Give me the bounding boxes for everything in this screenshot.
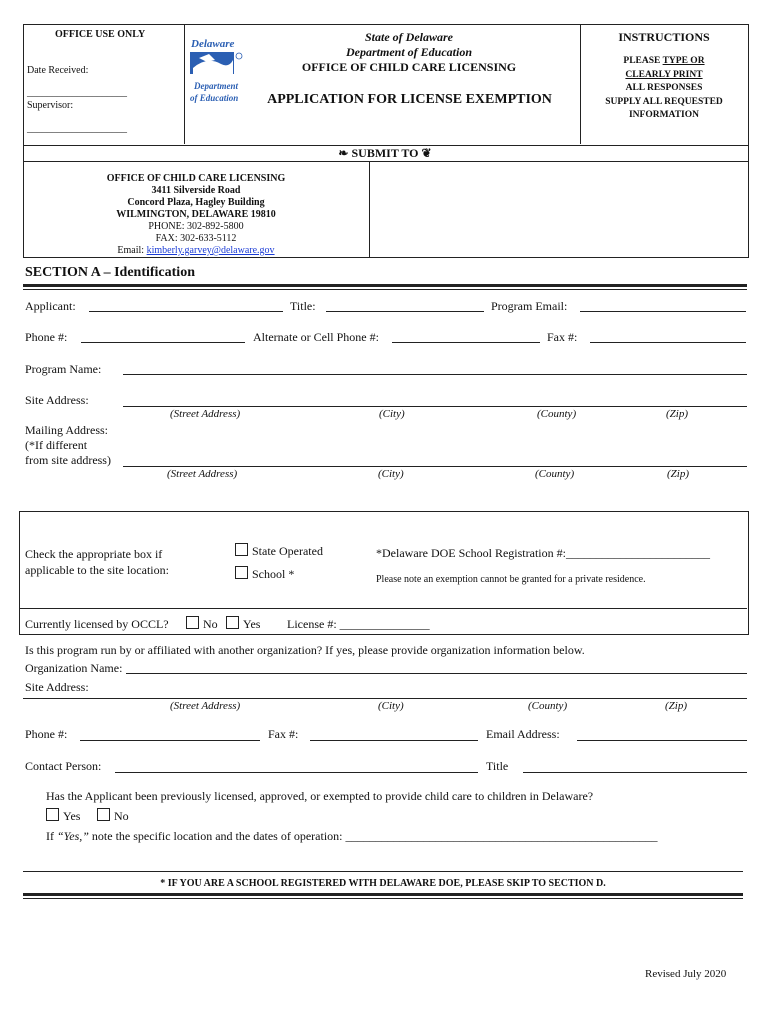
addr-line-2: 3411 Silverside Road — [151, 185, 241, 196]
org-email-label: Email Address: — [486, 727, 560, 741]
state-of-delaware: State of Delaware — [365, 30, 453, 44]
org-question: Is this program run by or affiliated with another organization? If yes, please provide organization information below. — [25, 643, 585, 657]
logo-text-delaware: Delaware — [191, 38, 235, 50]
site-street-caption: (Street Address) — [170, 408, 241, 420]
submit-divider — [369, 161, 370, 257]
date-received-line[interactable]: ____________________ — [27, 87, 127, 98]
skip-to-section-d-note: * IF YOU ARE A SCHOOL REGISTERED WITH DELAWARE DOE, PLEASE SKIP TO SECTION D. — [160, 878, 606, 889]
email-link[interactable]: kimberly.garvey@delaware.gov — [146, 245, 275, 256]
instr-clearly-print: CLEARLY PRINT — [625, 69, 703, 80]
instr-information: INFORMATION — [628, 110, 700, 120]
org-site-address-label: Site Address: — [25, 680, 89, 694]
licensed-question: Currently licensed by OCCL? — [25, 617, 169, 631]
instr-please: PLEASE — [623, 56, 663, 66]
instructions-title: INSTRUCTIONS — [618, 30, 710, 44]
email-label: Email: — [117, 245, 147, 256]
org-fax-field[interactable] — [310, 740, 478, 741]
school-checkbox[interactable] — [235, 566, 248, 579]
contact-person-label: Contact Person: — [25, 759, 102, 773]
prior-yes-label: Yes — [63, 809, 81, 823]
licensed-yes-option[interactable] — [226, 616, 260, 632]
licensed-no-checkbox[interactable] — [186, 616, 199, 629]
org-street-caption: (Street Address) — [170, 700, 241, 712]
instructions-text — [581, 55, 747, 123]
program-email-label: Program Email: — [491, 299, 568, 313]
office-use-only: OFFICE USE ONLY — [55, 29, 146, 40]
licensed-yes-checkbox[interactable] — [226, 616, 239, 629]
mailing-label-1: Mailing Address: — [25, 423, 108, 437]
org-site-address-field[interactable] — [23, 698, 747, 699]
alt-phone-field[interactable] — [392, 342, 540, 343]
application-title: APPLICATION FOR LICENSE EXEMPTION — [267, 92, 552, 107]
addr-line-1: OFFICE OF CHILD CARE LICENSING — [106, 173, 286, 184]
licensed-yes-label: Yes — [243, 617, 261, 631]
scroll-right-icon: ❦ — [421, 146, 432, 160]
school-option[interactable] — [235, 566, 294, 582]
site-county-caption: (County) — [537, 408, 577, 420]
department-of-education: Department of Education — [345, 45, 472, 59]
prior-yes-checkbox[interactable] — [46, 808, 59, 821]
if-yes-quote: “Yes,” — [57, 829, 89, 843]
mailing-label-2: (*If different — [25, 438, 88, 452]
doe-registration-field[interactable]: *Delaware DOE School Registration #:________________________ — [376, 546, 710, 560]
revised-date: Revised July 2020 — [645, 968, 727, 980]
org-phone-field[interactable] — [80, 740, 260, 741]
section-a-rule-thick — [23, 284, 747, 287]
state-operated-label: State Operated — [252, 544, 323, 558]
phone-label: Phone #: — [25, 330, 68, 344]
submit-address — [23, 173, 369, 257]
scroll-left-icon: ❧ — [338, 146, 349, 160]
prompt-line-1: Check the appropriate box if — [25, 547, 163, 561]
skip-note-rule-bottom-thin — [23, 898, 743, 899]
contact-title-label: Title — [486, 759, 509, 773]
logo-text-of-education: of Education — [190, 93, 239, 103]
site-address-label: Site Address: — [25, 393, 89, 407]
mail-zip-caption: (Zip) — [667, 468, 689, 480]
addr-line-3: Concord Plaza, Hagley Building — [127, 197, 265, 208]
prior-yes-option[interactable] — [46, 808, 80, 824]
instr-type-or: TYPE OR — [662, 56, 705, 66]
addr-email — [23, 245, 369, 257]
contact-person-field[interactable] — [115, 772, 478, 773]
org-zip-caption: (Zip) — [665, 700, 687, 712]
prior-no-checkbox[interactable] — [97, 808, 110, 821]
skip-note-rule-bottom-thick — [23, 893, 743, 896]
org-city-caption: (City) — [378, 700, 404, 712]
if-yes-text: note the specific location and the dates of operation: — [88, 829, 346, 843]
org-phone-label: Phone #: — [25, 727, 68, 741]
fax-label: Fax #: — [547, 330, 578, 344]
office-of-child-care-licensing: OFFICE OF CHILD CARE LICENSING — [301, 60, 517, 74]
if-yes-prefix: If — [46, 829, 57, 843]
alt-phone-label: Alternate or Cell Phone #: — [253, 330, 379, 344]
section-a-rule-thin — [23, 289, 747, 290]
supervisor-line[interactable]: ____________________ — [27, 123, 127, 134]
submit-to-text: SUBMIT TO — [351, 146, 419, 160]
state-operated-option[interactable] — [235, 543, 323, 559]
instr-all-responses: ALL RESPONSES — [625, 83, 703, 93]
site-location-divider — [19, 608, 747, 609]
site-city-caption: (City) — [379, 408, 405, 420]
header-divider-1 — [184, 24, 185, 144]
prompt-line-2: applicable to the site location: — [25, 563, 169, 577]
addr-phone: PHONE: 302-892-5800 — [148, 221, 244, 232]
licensed-no-option[interactable] — [186, 616, 218, 632]
addr-fax: FAX: 302-633-5112 — [155, 233, 237, 244]
fax-field[interactable] — [590, 342, 746, 343]
private-residence-note: Please note an exemption cannot be granted for a private residence. — [376, 574, 646, 585]
title-label: Title: — [290, 299, 316, 313]
submit-to-label — [23, 146, 747, 161]
site-location-prompt — [25, 546, 169, 578]
title-field[interactable] — [326, 311, 484, 312]
skip-note-rule-top — [23, 871, 743, 872]
state-operated-checkbox[interactable] — [235, 543, 248, 556]
site-zip-caption: (Zip) — [666, 408, 688, 420]
applicant-label: Applicant: — [25, 299, 76, 313]
program-email-field[interactable] — [580, 311, 746, 312]
licensed-no-label: No — [203, 617, 218, 631]
org-email-field[interactable] — [577, 740, 747, 741]
prior-if-yes[interactable] — [46, 829, 658, 844]
prior-question: Has the Applicant been previously licensed, approved, or exempted to provide child care to children in Delaware? — [46, 789, 594, 803]
mail-city-caption: (City) — [378, 468, 404, 480]
instr-supply: SUPPLY ALL REQUESTED — [605, 96, 723, 107]
org-name-label: Organization Name: — [25, 661, 123, 675]
program-name-field[interactable] — [123, 374, 747, 375]
license-number-field[interactable]: License #: _______________ — [287, 617, 430, 631]
supervisor-label: Supervisor: — [27, 100, 74, 111]
mail-street-caption: (Street Address) — [167, 468, 238, 480]
org-fax-label: Fax #: — [268, 727, 299, 741]
applicant-field[interactable] — [89, 311, 283, 312]
school-label: School * — [252, 567, 295, 581]
logo-text-department: Department — [194, 81, 238, 91]
if-yes-field[interactable]: ____________________________________________________ — [345, 829, 658, 843]
prior-no-option[interactable] — [97, 808, 129, 824]
site-address-field[interactable] — [123, 406, 747, 407]
phone-field[interactable] — [81, 342, 245, 343]
addr-line-4: WILMINGTON, DELAWARE 19810 — [116, 209, 276, 220]
mailing-label-3: from site address) — [25, 453, 111, 467]
mailing-address-field[interactable] — [123, 466, 747, 467]
contact-title-field[interactable] — [523, 772, 747, 773]
org-county-caption: (County) — [528, 700, 568, 712]
date-received-label: Date Received: — [27, 65, 89, 76]
org-name-field[interactable] — [126, 673, 747, 674]
mail-county-caption: (County) — [535, 468, 575, 480]
program-name-label: Program Name: — [25, 362, 102, 376]
section-a-title: SECTION A – Identification — [25, 265, 195, 280]
prior-no-label: No — [114, 809, 129, 823]
mailing-address-label — [25, 423, 111, 468]
